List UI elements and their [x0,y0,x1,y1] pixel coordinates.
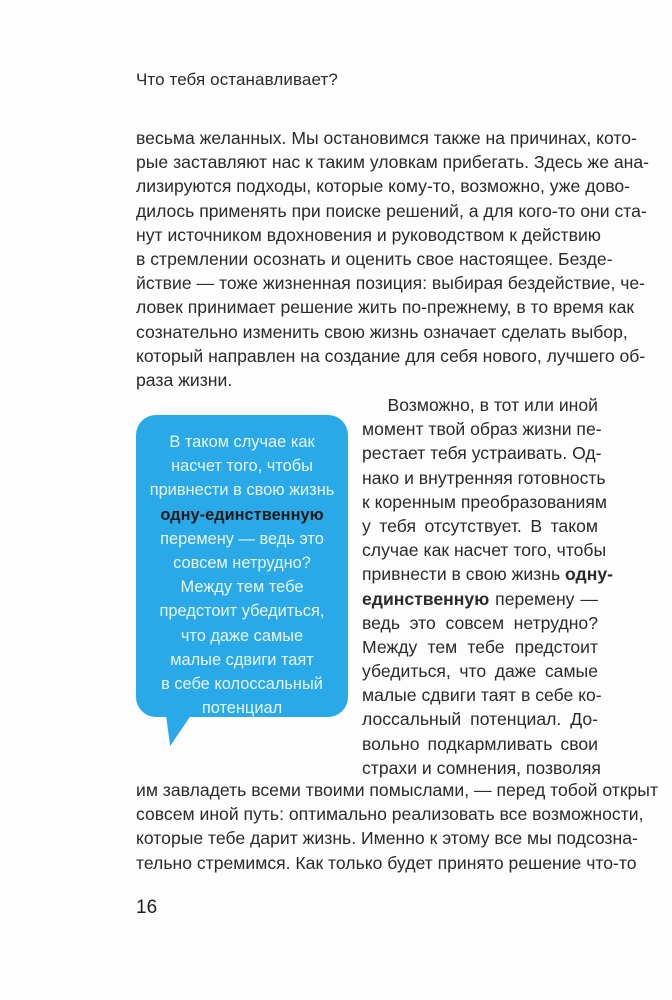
text-line: весьма желанных. Мы остановимся также на причинах, кото- [136,128,637,148]
page-number: 16 [136,897,158,918]
text-line: лизируются подходы, которые кому-то, возможно, уже дово- [136,176,631,197]
text-line: рые заставляют нас к таким уловкам прибегать. Здесь же ана- [136,152,650,173]
text-line: им завладеть всеми твоими помыслами, — перед тобой открыт [136,780,659,800]
callout-line: потенциал [201,699,283,718]
running-header: Что тебя останавливает? [136,70,338,89]
bottom-paragraph [136,778,659,875]
text-line: нако и внутренняя готовность [362,467,606,488]
callout-line: привнести в свою жизнь [149,481,335,500]
text-line: Возможно, в тот или иной [387,395,598,415]
text-line: лоссальный потенциал. До- [362,709,598,730]
text-line: дилось применять при поиске решений, а для кого-то они ста- [136,200,647,221]
text-line: который направлен на создание для себя нового, лучшего об- [136,345,646,366]
callout-line: что даже самые [180,626,304,645]
text-line [362,587,598,611]
callout-line: перемену — ведь это [160,529,324,548]
callout-text [136,430,348,720]
text-line: в стремлении осознать и оценить свое настоящее. Безде- [136,248,613,269]
text-line: у тебя отсутствует. В таком [362,515,598,536]
text-line: тельно стремимся. Как только будет принято решение что-то [136,852,637,873]
text-line: к коренным преобразованиям [362,491,607,512]
text-line: которые тебе дарит жизнь. Именно к этому все мы подсозна- [136,828,638,849]
text-line: йствие — тоже жизненная позиция: выбирая бездействие, че- [136,273,646,294]
text-line: случае как насчет того, чтобы [362,540,607,561]
text-line: ведь это совсем нетрудно? [362,612,598,633]
text-line: нут источником вдохновения и руководством к действию [136,224,601,245]
text-line: малые сдвиги таят в себе ко- [362,685,602,706]
text-fragment: привнести в свою жизнь [362,564,566,585]
text-line: убедиться, что даже самые [362,661,598,682]
text-line: Между тем тебе предстоит [362,636,598,657]
callout-line: в себе колоссальный [161,674,323,693]
top-paragraph [136,126,650,392]
text-line: рестает тебя устраивать. Од- [362,443,602,464]
text-line: совсем иной путь: оптимально реализовать все возможности, [136,804,644,825]
side-column [362,393,614,780]
text-fragment: перемену — [489,588,598,609]
text-line: сознательно изменить свою жизнь означает сделать выбор, [136,321,628,342]
text-line: страхи и сомнения, позволяя [362,757,601,778]
text-line: ловек принимает решение жить по-прежнему, в то время как [136,297,635,318]
text-line: момент твой образ жизни пе- [362,419,602,440]
callout-line: Между тем тебе [180,578,304,597]
text-line [362,562,614,586]
text-line: раза жизни. [136,369,233,390]
text-line: вольно подкармливать свои [362,733,598,754]
bold-phrase: единственную [362,588,490,609]
callout-bold-phrase: одну-единственную [160,505,324,524]
callout-line: предстоит убедиться, [159,602,325,621]
bold-phrase: одну- [565,564,614,585]
callout-line: В таком случае как [169,433,315,451]
callout-line: малые сдвиги таят [170,650,314,669]
callout-line: насчет того, чтобы [171,457,313,476]
callout-line: совсем нетрудно? [173,553,311,572]
